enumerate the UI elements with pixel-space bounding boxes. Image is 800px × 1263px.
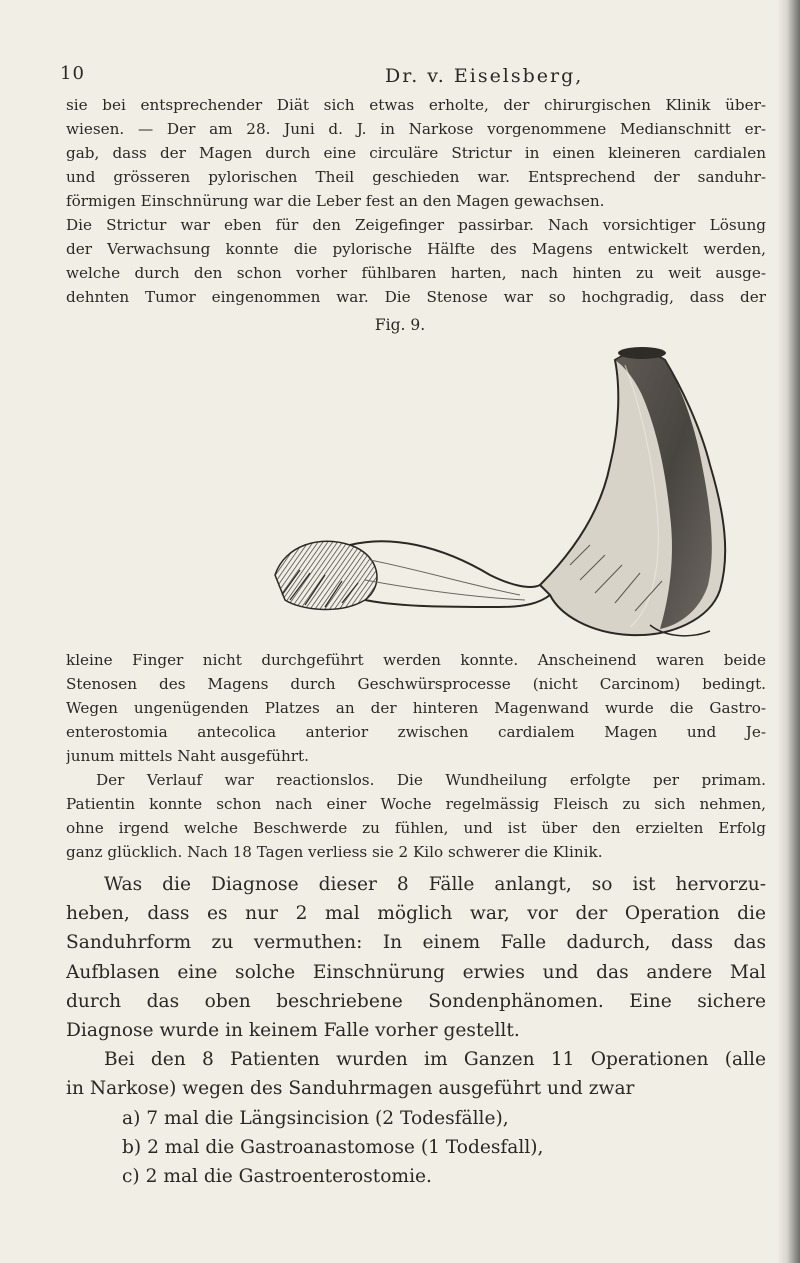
list-item: b) 2 mal die Gastroanastomose (1 Todesfall), — [122, 1137, 544, 1159]
text-line: Aufblasen eine solche Einschnürung erwies und das andere Mal — [66, 961, 766, 983]
text-line: Sanduhrform zu vermuthen: In einem Falle dadurch, dass das — [66, 932, 766, 954]
list-item: c) 2 mal die Gastroenterostomie. — [122, 1166, 432, 1188]
list-item: a) 7 mal die Längsincision (2 Todesfälle), — [122, 1108, 509, 1129]
text-line: in Narkose) wegen des Sanduhrmagen ausgeführt und zwar — [66, 1078, 635, 1100]
text-line: Patientin konnte schon nach einer Woche regelmässig Fleisch zu sich nehmen, — [66, 795, 766, 813]
text-line: ohne irgend welche Beschwerde zu fühlen, und ist über den erzielten Erfolg — [66, 819, 766, 837]
text-line: sie bei entsprechender Diät sich etwas erholte, der chirurgischen Klinik über- — [66, 96, 766, 114]
text-line: Die Strictur war eben für den Zeigefinger passirbar. Nach vorsichtiger Lösung — [66, 216, 766, 234]
text-line: Stenosen des Magens durch Geschwürsprocesse (nicht Carcinom) bedingt. — [66, 675, 766, 693]
text-line: förmigen Einschnürung war die Leber fest an den Magen gewachsen. — [66, 192, 605, 210]
text-line: junum mittels Naht ausgeführt. — [66, 747, 309, 765]
text-line: enterostomia antecolica anterior zwischen cardialem Magen und Je- — [66, 723, 766, 741]
stomach-illustration — [270, 345, 770, 645]
text-line: kleine Finger nicht durchgeführt werden konnte. Anscheinend waren beide — [66, 651, 766, 669]
text-line: Wegen ungenügenden Platzes an der hinteren Magenwand wurde die Gastro- — [66, 699, 766, 717]
paragraph-course — [66, 768, 766, 864]
text-line: welche durch den schon vorher fühlbaren harten, nach hinten zu weit ausge- — [66, 264, 766, 282]
paragraph-diagnosis — [66, 870, 766, 1045]
page-header — [60, 55, 760, 95]
paragraph-operations — [66, 1045, 766, 1103]
paragraph-middle — [66, 648, 766, 768]
text-line: der Verwachsung konnte die pylorische Hälfte des Magens entwickelt werden, — [66, 240, 766, 258]
text-line: gab, dass der Magen durch eine circuläre Strictur in einen kleineren cardialen — [66, 144, 766, 162]
text-line: Diagnose wurde in keinem Falle vorher gestellt. — [66, 1019, 520, 1041]
running-head-author: Dr. v. Eiselsberg, — [385, 65, 584, 87]
text-line: ganz glücklich. Nach 18 Tagen verliess sie 2 Kilo schwerer die Klinik. — [66, 843, 603, 861]
text-line: Bei den 8 Patienten wurden im Ganzen 11 Operationen (alle — [104, 1049, 766, 1070]
page-edge-shadow — [778, 0, 800, 1263]
text-line: Was die Diagnose dieser 8 Fälle anlangt, so ist hervorzu- — [104, 874, 766, 895]
text-line: durch das oben beschriebene Sondenphänomen. Eine sichere — [66, 990, 766, 1012]
text-line: wiesen. — Der am 28. Juni d. J. in Narkose vorgenommene Medianschnitt er- — [66, 120, 766, 138]
figure-caption: Fig. 9. — [374, 316, 426, 334]
operations-list — [66, 1104, 766, 1192]
text-line: dehnten Tumor eingenommen war. Die Stenose war so hochgradig, dass der — [66, 288, 766, 306]
text-line: und grösseren pylorischen Theil geschieden war. Entsprechend der sanduhr- — [66, 168, 766, 186]
text-line: heben, dass es nur 2 mal möglich war, vor der Operation die — [66, 903, 766, 925]
text-line: Der Verlauf war reactionslos. Die Wundheilung erfolgte per primam. — [96, 771, 766, 789]
paragraph-top — [66, 93, 766, 309]
page-number: 10 — [60, 63, 85, 84]
